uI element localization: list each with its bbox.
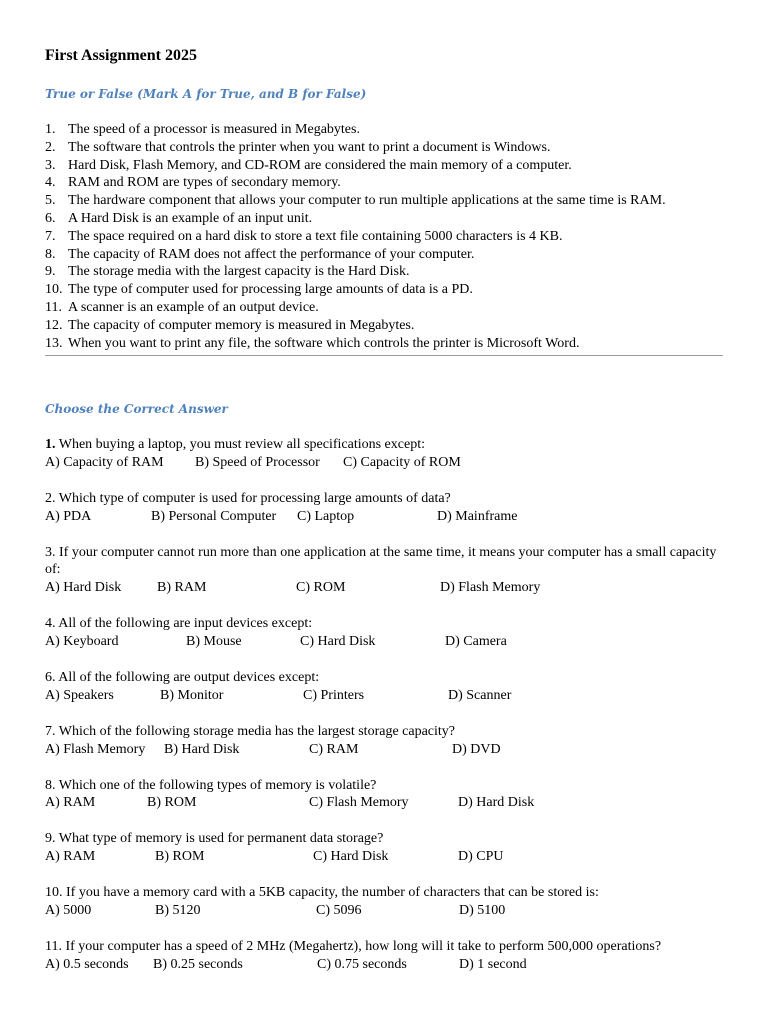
answer-option: A) RAM bbox=[45, 849, 96, 865]
answer-options bbox=[45, 794, 725, 812]
answer-option: B) ROM bbox=[147, 795, 197, 811]
answer-option: A) 5000 bbox=[45, 902, 92, 918]
answer-option: B) Personal Computer bbox=[151, 508, 277, 524]
question-text bbox=[45, 723, 725, 741]
item-text: The hardware component that allows your computer to run multiple applications at the same time is RAM. bbox=[68, 193, 666, 209]
answer-option: B) ROM bbox=[155, 849, 205, 865]
question-prompt: 10. If you have a memory card with a 5KB capacity, the number of characters that can be stored is: bbox=[45, 885, 599, 901]
answer-option: C) RAM bbox=[309, 741, 359, 757]
item-number: 3. bbox=[45, 157, 56, 173]
answer-option: C) Laptop bbox=[297, 508, 355, 524]
question-text bbox=[45, 938, 725, 956]
item-number: 13. bbox=[45, 335, 63, 351]
answer-option: B) 5120 bbox=[155, 902, 201, 918]
item-number: 9. bbox=[45, 264, 56, 280]
item-number: 10. bbox=[45, 282, 63, 298]
true-false-item bbox=[45, 263, 666, 281]
true-false-item bbox=[45, 317, 666, 335]
true-false-item bbox=[45, 192, 666, 210]
item-text: When you want to print any file, the software which controls the printer is Microsoft Word. bbox=[68, 335, 580, 351]
answer-option: D) 5100 bbox=[459, 902, 506, 918]
true-false-item bbox=[45, 174, 666, 192]
answer-option: A) RAM bbox=[45, 795, 96, 811]
answer-option: A) Speakers bbox=[45, 687, 114, 703]
true-false-item bbox=[45, 299, 666, 317]
answer-option: C) Flash Memory bbox=[309, 795, 409, 811]
item-text: A scanner is an example of an output device. bbox=[68, 299, 319, 315]
answer-option: A) Hard Disk bbox=[45, 580, 122, 596]
answer-option: A) PDA bbox=[45, 508, 92, 524]
multiple-choice-heading: Choose the Correct Answer bbox=[45, 402, 228, 416]
question-prompt: 4. All of the following are input devices except: bbox=[45, 616, 313, 632]
answer-option: D) Mainframe bbox=[437, 508, 518, 524]
question-prompt: When buying a laptop, you must review all specifications except: bbox=[55, 437, 425, 452]
question bbox=[45, 490, 725, 526]
question bbox=[45, 830, 725, 866]
item-number: 7. bbox=[45, 228, 56, 244]
answer-option: D) Camera bbox=[445, 633, 507, 649]
answer-option: B) 0.25 seconds bbox=[153, 956, 243, 972]
question bbox=[45, 777, 725, 813]
answer-options bbox=[45, 956, 725, 974]
answer-options bbox=[45, 633, 725, 651]
item-text: Hard Disk, Flash Memory, and CD-ROM are considered the main memory of a computer. bbox=[68, 157, 572, 173]
section-divider bbox=[45, 355, 723, 356]
question bbox=[45, 669, 725, 705]
item-number: 4. bbox=[45, 175, 56, 191]
item-number: 2. bbox=[45, 139, 56, 155]
answer-option: C) Capacity of ROM bbox=[343, 454, 461, 470]
answer-option: C) ROM bbox=[296, 580, 346, 596]
question-text bbox=[45, 544, 725, 580]
answer-option: A) Flash Memory bbox=[45, 741, 146, 757]
question bbox=[45, 544, 725, 598]
answer-options bbox=[45, 687, 725, 705]
item-text: The storage media with the largest capacity is the Hard Disk. bbox=[68, 264, 410, 280]
question-prompt: 9. What type of memory is used for permanent data storage? bbox=[45, 831, 384, 847]
answer-option: D) CPU bbox=[458, 849, 504, 865]
question bbox=[45, 884, 725, 920]
item-text: The capacity of computer memory is measured in Megabytes. bbox=[68, 317, 415, 333]
answer-option: B) Monitor bbox=[160, 687, 224, 703]
answer-option: D) Hard Disk bbox=[458, 795, 535, 811]
document-title: First Assignment 2025 bbox=[45, 47, 197, 64]
multiple-choice-list bbox=[45, 436, 725, 992]
answer-option: C) Printers bbox=[303, 687, 365, 703]
answer-option: D) DVD bbox=[452, 741, 501, 757]
item-number: 5. bbox=[45, 193, 56, 209]
true-false-item bbox=[45, 335, 666, 353]
question-text bbox=[45, 490, 725, 508]
question-text bbox=[45, 436, 725, 454]
answer-option: B) RAM bbox=[157, 580, 207, 596]
answer-option: B) Hard Disk bbox=[164, 741, 240, 757]
true-false-item bbox=[45, 246, 666, 264]
answer-options bbox=[45, 902, 725, 920]
item-number: 8. bbox=[45, 246, 56, 262]
answer-option: D) 1 second bbox=[459, 956, 527, 972]
item-text: RAM and ROM are types of secondary memory. bbox=[68, 175, 341, 191]
question-text bbox=[45, 830, 725, 848]
answer-option: C) 5096 bbox=[316, 902, 362, 918]
true-false-item bbox=[45, 210, 666, 228]
item-text: A Hard Disk is an example of an input unit. bbox=[68, 210, 313, 226]
item-number: 6. bbox=[45, 210, 56, 226]
answer-option: B) Speed of Processor bbox=[195, 454, 320, 470]
true-false-item bbox=[45, 139, 666, 157]
answer-option: D) Flash Memory bbox=[440, 580, 541, 596]
question-number: 1. bbox=[45, 437, 56, 452]
question bbox=[45, 436, 725, 472]
item-text: The software that controls the printer when you want to print a document is Windows. bbox=[68, 139, 551, 155]
question-text bbox=[45, 884, 725, 902]
item-number: 12. bbox=[45, 317, 63, 333]
true-false-list bbox=[45, 121, 666, 352]
question bbox=[45, 938, 725, 974]
true-false-item bbox=[45, 228, 666, 246]
answer-option: A) Keyboard bbox=[45, 633, 119, 649]
question-text bbox=[45, 669, 725, 687]
true-false-item bbox=[45, 281, 666, 299]
item-text: The type of computer used for processing large amounts of data is a PD. bbox=[68, 282, 473, 298]
answer-options bbox=[45, 579, 725, 597]
item-number: 11. bbox=[45, 299, 62, 315]
answer-option: C) 0.75 seconds bbox=[317, 956, 407, 972]
question-prompt: 2. Which type of computer is used for processing large amounts of data? bbox=[45, 490, 451, 506]
answer-option: C) Hard Disk bbox=[300, 633, 376, 649]
item-text: The capacity of RAM does not affect the performance of your computer. bbox=[68, 246, 475, 262]
answer-options bbox=[45, 848, 725, 866]
item-text: The speed of a processor is measured in Megabytes. bbox=[68, 122, 360, 137]
question bbox=[45, 723, 725, 759]
true-false-heading: True or False (Mark A for True, and B for False) bbox=[45, 87, 367, 101]
item-number: 1. bbox=[45, 122, 56, 137]
answer-options bbox=[45, 741, 725, 759]
question-prompt: 6. All of the following are output devices except: bbox=[45, 669, 320, 685]
answer-options bbox=[45, 454, 725, 472]
answer-option: B) Mouse bbox=[186, 633, 242, 649]
answer-option: A) Capacity of RAM bbox=[45, 454, 164, 470]
question-prompt: 8. Which one of the following types of memory is volatile? bbox=[45, 777, 377, 793]
question-prompt: 3. If your computer cannot run more than one application at the same time, it means your computer has a small capacity of: bbox=[45, 544, 717, 578]
question-prompt: 7. Which of the following storage media has the largest storage capacity? bbox=[45, 723, 456, 739]
true-false-item bbox=[45, 121, 666, 139]
question bbox=[45, 615, 725, 651]
answer-option: D) Scanner bbox=[448, 687, 512, 703]
answer-option: C) Hard Disk bbox=[313, 849, 389, 865]
true-false-item bbox=[45, 157, 666, 175]
item-text: The space required on a hard disk to store a text file containing 5000 characters is 4 KB. bbox=[68, 228, 563, 244]
answer-options bbox=[45, 508, 725, 526]
question-prompt: 11. If your computer has a speed of 2 MHz (Megahertz), how long will it take to perform 500,000 operations? bbox=[45, 938, 662, 954]
question-text bbox=[45, 615, 725, 633]
question-text bbox=[45, 777, 725, 795]
answer-option: A) 0.5 seconds bbox=[45, 956, 129, 972]
